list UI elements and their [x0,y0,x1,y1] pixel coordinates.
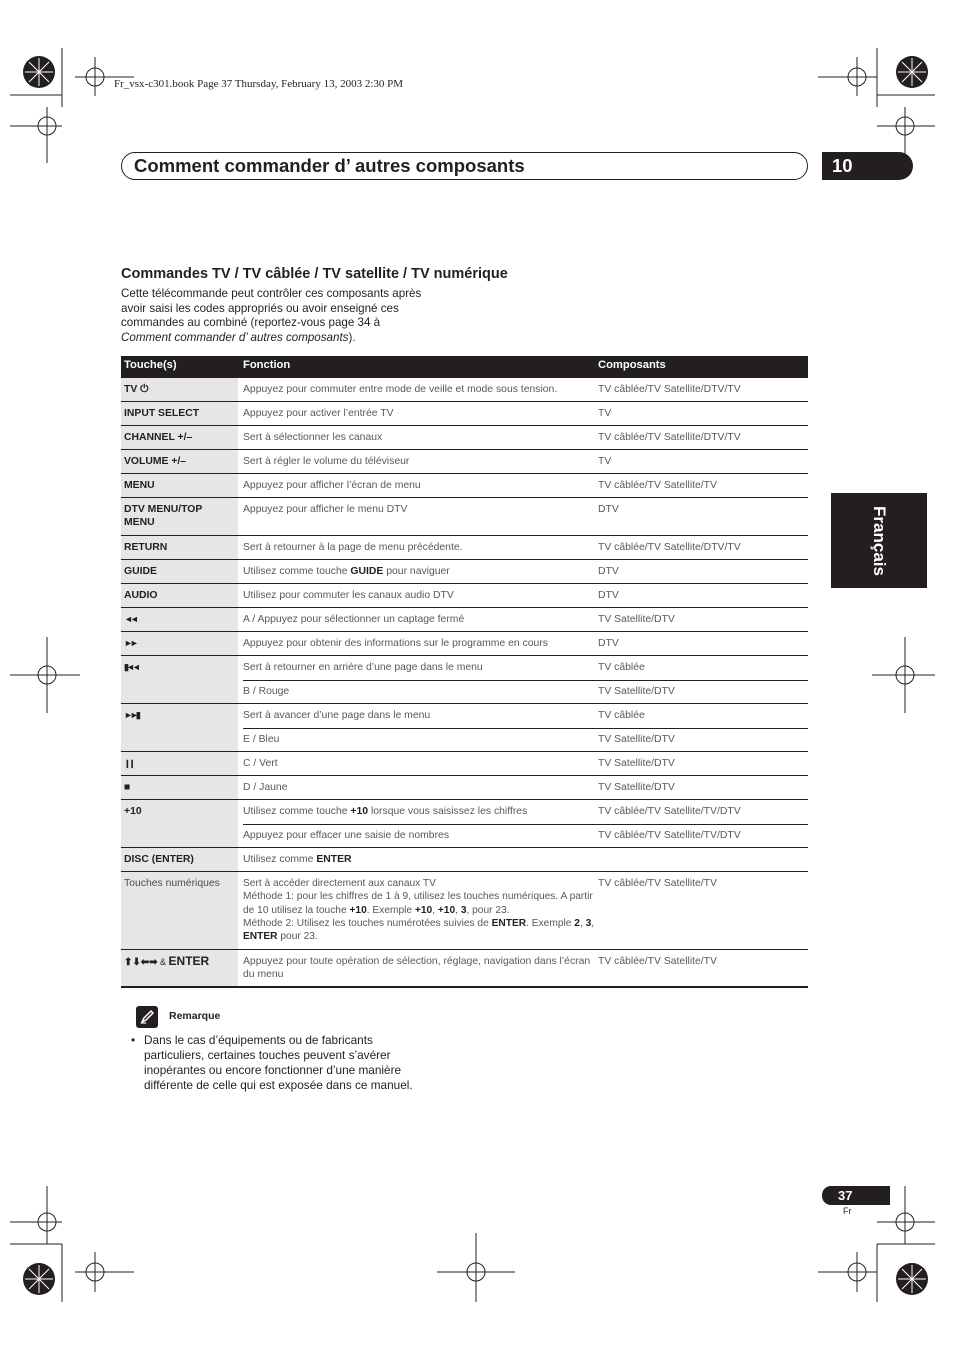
key-cell: GUIDE [121,560,238,583]
function-cell [243,848,595,871]
note-line: inopérantes ou encore fonctionner d’une manière [144,1063,402,1077]
note-line: différente de celle qui est exposée dans ce manuel. [144,1078,413,1092]
components-cell: TV câblée/TV Satellite/DTV/TV [598,432,741,443]
table-row [121,848,808,872]
function-text: pour naviguer [383,566,450,577]
table-row [121,704,808,752]
intro-line: commandes au combiné (reportez-vous page 34 à [121,316,381,330]
fast-forward-icon: ►► [121,632,238,655]
components-cell: TV câblée/TV Satellite/DTV/TV [598,384,741,395]
components-cell: DTV [598,638,619,649]
components-cell: TV Satellite/DTV [598,734,675,745]
function-text: lorsque vous saisissez les chiffres [368,806,528,817]
components-cell: TV câblée/TV Satellite/DTV/TV [598,542,741,553]
key-cell: INPUT SELECT [121,402,238,425]
key-cell [121,848,238,871]
table-row [121,584,808,608]
key-cell: +10 [121,800,238,847]
key-cell: MENU [121,474,238,497]
next-icon: ►►▮ [121,704,238,751]
function-cell: C / Vert [243,758,278,769]
section-title: Commandes TV / TV câblée / TV satellite / TV numérique [121,266,508,282]
rewind-icon: ◄◄ [121,608,238,631]
page-language: Fr [843,1206,852,1216]
key-cell: Touches numériques [121,872,238,949]
table-row [121,632,808,656]
function-line-method-1: Méthode 1: pour les chiffres de 1 à 9, utilisez les touches numériques. A partir de 10 utilisez la touche +10. Exemple +10, +10, 3, pour 23. [243,891,593,916]
table-row [121,608,808,632]
chapter-title: Comment commander d’ autres composants [134,155,525,176]
table-row [121,450,808,474]
page-number: 37 [822,1186,890,1205]
function-cell: A / Appuyez pour sélectionner un captage fermé [243,614,465,625]
function-key-bold: ENTER [316,854,352,865]
note-line: particuliers, certaines touches peuvent s’avérer [144,1048,391,1062]
components-cell: TV câblée/TV Satellite/TV [598,878,717,889]
table-row [121,656,808,704]
key-text-bold: ENTER [168,954,210,968]
function-cell: Sert à avancer d’une page dans le menu [243,710,431,721]
intro-line: Cette télécommande peut contrôler ces composants après [121,287,422,300]
arrow-keys-icon: ⬆⬇⬅➡ [124,957,158,968]
components-cell: TV [598,456,612,467]
key-cell: TV ⏻ [121,378,238,401]
function-cell: Sert à retourner à la page de menu précédente. [243,542,463,553]
function-cell: E / Bleu [243,734,280,745]
key-text-bold: ENTER [155,854,191,865]
table-row [121,426,808,450]
function-line: Sert à accéder directement aux canaux TV [243,878,436,889]
components-cell: TV Satellite/DTV [598,614,675,625]
header-function: Fonction [243,359,291,371]
function-key-bold: +10 [350,806,369,817]
function-cell: Appuyez pour activer l’entrée TV [243,408,394,419]
function-text: Utilisez comme touche [243,806,351,817]
table-row [121,560,808,584]
table-row [121,872,808,950]
intro-line: avoir saisi les codes appropriés ou avoir enseigné ces [121,301,399,315]
function-cell: Appuyez pour afficher l’écran de menu [243,480,421,491]
note-body [131,1033,451,1093]
key-cell [121,950,238,986]
table-row [121,752,808,776]
components-cell: TV Satellite/DTV [598,758,675,769]
section-intro [121,287,461,346]
language-tab-label: Français [870,505,889,576]
header-keys: Touche(s) [124,359,177,371]
function-cell: Appuyez pour toute opération de sélection, réglage, navigation dans l’écran du menu [243,956,591,981]
components-cell: TV Satellite/DTV [598,686,675,697]
components-cell: DTV [598,590,619,601]
table-row [121,474,808,498]
key-cell: VOLUME +/– [121,450,238,473]
components-cell: TV [598,408,612,419]
function-cell: Sert à sélectionner les canaux [243,432,383,443]
function-cell: Sert à régler le volume du téléviseur [243,456,410,467]
function-cell: Appuyez pour effacer une saisie de nombres [243,830,450,841]
table-row [121,536,808,560]
function-cell: B / Rouge [243,686,290,697]
header-components: Composants [598,359,666,371]
function-cell [243,872,595,948]
table-row [121,800,808,848]
intro-line-last [121,331,461,346]
chapter-number: 10 [822,152,913,180]
table-row [121,498,808,536]
function-line-method-2: Méthode 2: Utilisez les touches numérotées suivies de ENTER. Exemple 2, 3, ENTER pour 23. [243,917,595,943]
stop-icon: ■ [121,776,238,799]
components-cell: TV câblée/TV Satellite/TV/DTV [598,830,741,841]
function-cell: Sert à retourner en arrière d’une page dans le menu [243,662,483,673]
print-header: Fr_vsx-c301.book Page 37 Thursday, February 13, 2003 2:30 PM [114,78,404,90]
note-pencil-icon [136,1006,158,1028]
components-cell: TV câblée [598,662,645,673]
key-cell: CHANNEL +/– [121,426,238,449]
previous-icon: ▮◄◄ [121,656,238,703]
function-cell: Appuyez pour afficher le menu DTV [243,504,408,515]
key-cell: AUDIO [121,584,238,607]
function-cell: D / Jaune [243,782,288,793]
table-row [121,950,808,986]
function-cell [243,560,595,583]
function-key-bold: GUIDE [350,566,384,577]
components-cell: TV câblée [598,710,645,721]
function-cell: Appuyez pour obtenir des informations sur le programme en cours [243,638,548,649]
pause-icon: ❙❙ [121,752,238,775]
intro-italic-ref: Comment commander d’ autres composants [121,331,349,345]
language-tab [831,493,927,588]
remote-commands-table [121,356,808,988]
key-amp: & [157,957,169,967]
components-cell: TV câblée/TV Satellite/TV/DTV [598,806,741,817]
intro-end: ). [348,331,356,345]
table-row [121,402,808,426]
function-text: Utilisez comme touche [243,566,351,577]
note-line: Dans le cas d’équipements ou de fabricants [144,1033,373,1047]
components-cell: DTV [598,566,619,577]
note-label: Remarque [169,1010,221,1022]
components-cell: TV câblée/TV Satellite/TV [598,956,717,967]
function-cell: Appuyez pour commuter entre mode de veille et mode sous tension. [243,384,558,395]
chapter-header [121,152,808,180]
components-cell: DTV [598,504,619,515]
key-cell: DTV MENU/TOP MENU [121,498,238,535]
components-cell: TV Satellite/DTV [598,782,675,793]
table-row [121,776,808,800]
key-text: DISC ( [124,854,156,865]
function-cell [243,800,595,824]
components-cell: TV câblée/TV Satellite/TV [598,480,717,491]
key-text: ) [190,854,194,865]
table-row [121,378,808,402]
function-cell: Utilisez pour commuter les canaux audio DTV [243,590,454,601]
table-header-row [121,356,808,378]
note-bullet: • [131,1033,136,1047]
key-cell: RETURN [121,536,238,559]
function-text: Utilisez comme [243,854,317,865]
